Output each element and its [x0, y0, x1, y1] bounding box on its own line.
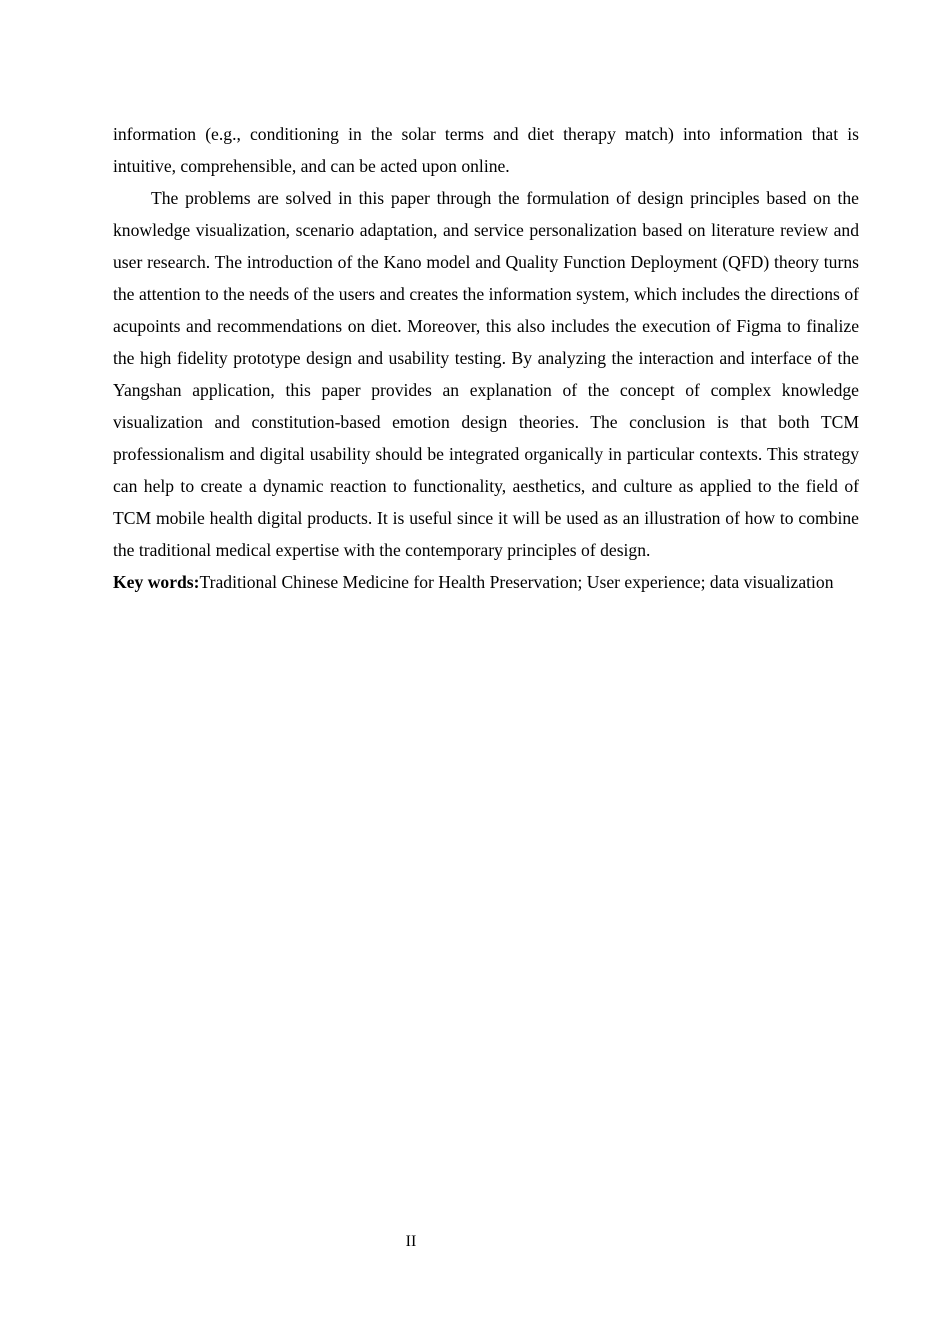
page-number: II [405, 1233, 417, 1250]
keywords-text: Traditional Chinese Medicine for Health Preservation; User experience; data visualization [199, 572, 834, 592]
continued-paragraph: information (e.g., conditioning in the solar terms and diet therapy match) into information that is intuitive, comprehensible, and can be acted upon online. [113, 124, 859, 176]
abstract-body [113, 118, 859, 598]
keywords-label: Key words: [113, 572, 200, 592]
main-paragraph: The problems are solved in this paper through the formulation of design principles based on the knowledge visualization, scenario adaptation, and service personalization based on literature review and user research. The introduction of the Kano model and Quality Function Deployment (QFD) theory turns the attention to the needs of the users and creates the information system, which includes the directions of acupoints and recommendations on diet. Moreover, this also includes the execution of Figma to finalize the high fidelity prototype design and usability testing. By analyzing the interaction and interface of the Yangshan application, this paper provides an explanation of the concept of complex knowledge visualization and constitution-based emotion design theories. The conclusion is that both TCM professionalism and digital usability should be integrated organically in particular contexts. This strategy can help to create a dynamic reaction to functionality, aesthetics, and culture as applied to the field of TCM mobile health digital products. It is useful since it will be used as an illustration of how to combine the traditional medical expertise with the contemporary principles of design. [113, 188, 859, 560]
keywords-paragraph [113, 566, 859, 598]
